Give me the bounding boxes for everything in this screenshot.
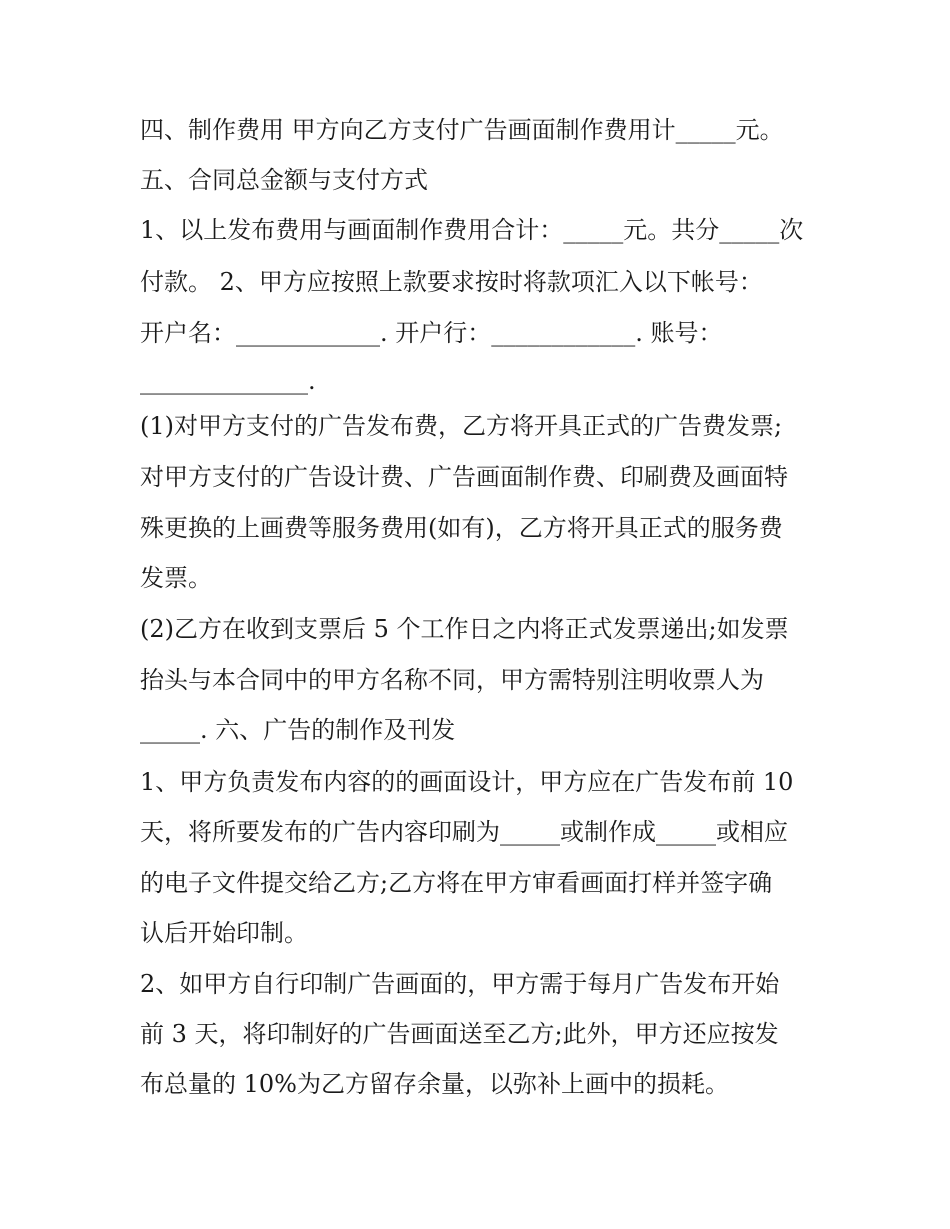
text-line: 认后开始印制。 [140, 919, 308, 947]
text-line: 前 3 天，将印制好的广告画面送至乙方;此外，甲方还应按发 [140, 1020, 779, 1048]
text-line: 对甲方支付的广告设计费、广告画面制作费、印刷费及画面特 [140, 463, 788, 491]
text-line: (1)对甲方支付的广告发布费，乙方将开具正式的广告费发票; [140, 412, 783, 440]
text-line: 抬头与本合同中的甲方名称不同，甲方需特别注明收票人为 [140, 666, 764, 694]
text-line: (2)乙方在收到支票后 5 个工作日之内将正式发票递出;如发票 [140, 615, 789, 643]
text-line: 四、制作费用 甲方向乙方支付广告画面制作费用计_____元。 [140, 116, 784, 144]
text-line: _____. 六、广告的制作及刊发 [140, 716, 456, 744]
text-line: 五、合同总金额与支付方式 [140, 166, 428, 194]
text-line: 发票。 [140, 564, 212, 592]
text-line: 殊更换的上画费等服务费用(如有)，乙方将开具正式的服务费 [140, 514, 783, 542]
text-line: 2、如甲方自行印制广告画面的，甲方需于每月广告发布开始 [140, 970, 780, 998]
text-line: 付款。 2、甲方应按照上款要求按时将款项汇入以下帐号： [140, 268, 763, 296]
text-line: 布总量的 10%为乙方留存余量，以弥补上画中的损耗。 [140, 1070, 729, 1098]
text-line: 1、以上发布费用与画面制作费用合计：_____元。共分_____次 [140, 216, 804, 244]
text-line: 天，将所要发布的广告内容印刷为_____或制作成_____或相应 [140, 818, 788, 846]
text-line: ______________. [140, 367, 316, 395]
text-line: 1、甲方负责发布内容的的画面设计，甲方应在广告发布前 10 [140, 768, 794, 796]
text-line: 的电子文件提交给乙方;乙方将在甲方审看画面打样并签字确 [140, 869, 773, 897]
text-line: 开户名：____________. 开户行：____________. 账号： [140, 319, 723, 347]
